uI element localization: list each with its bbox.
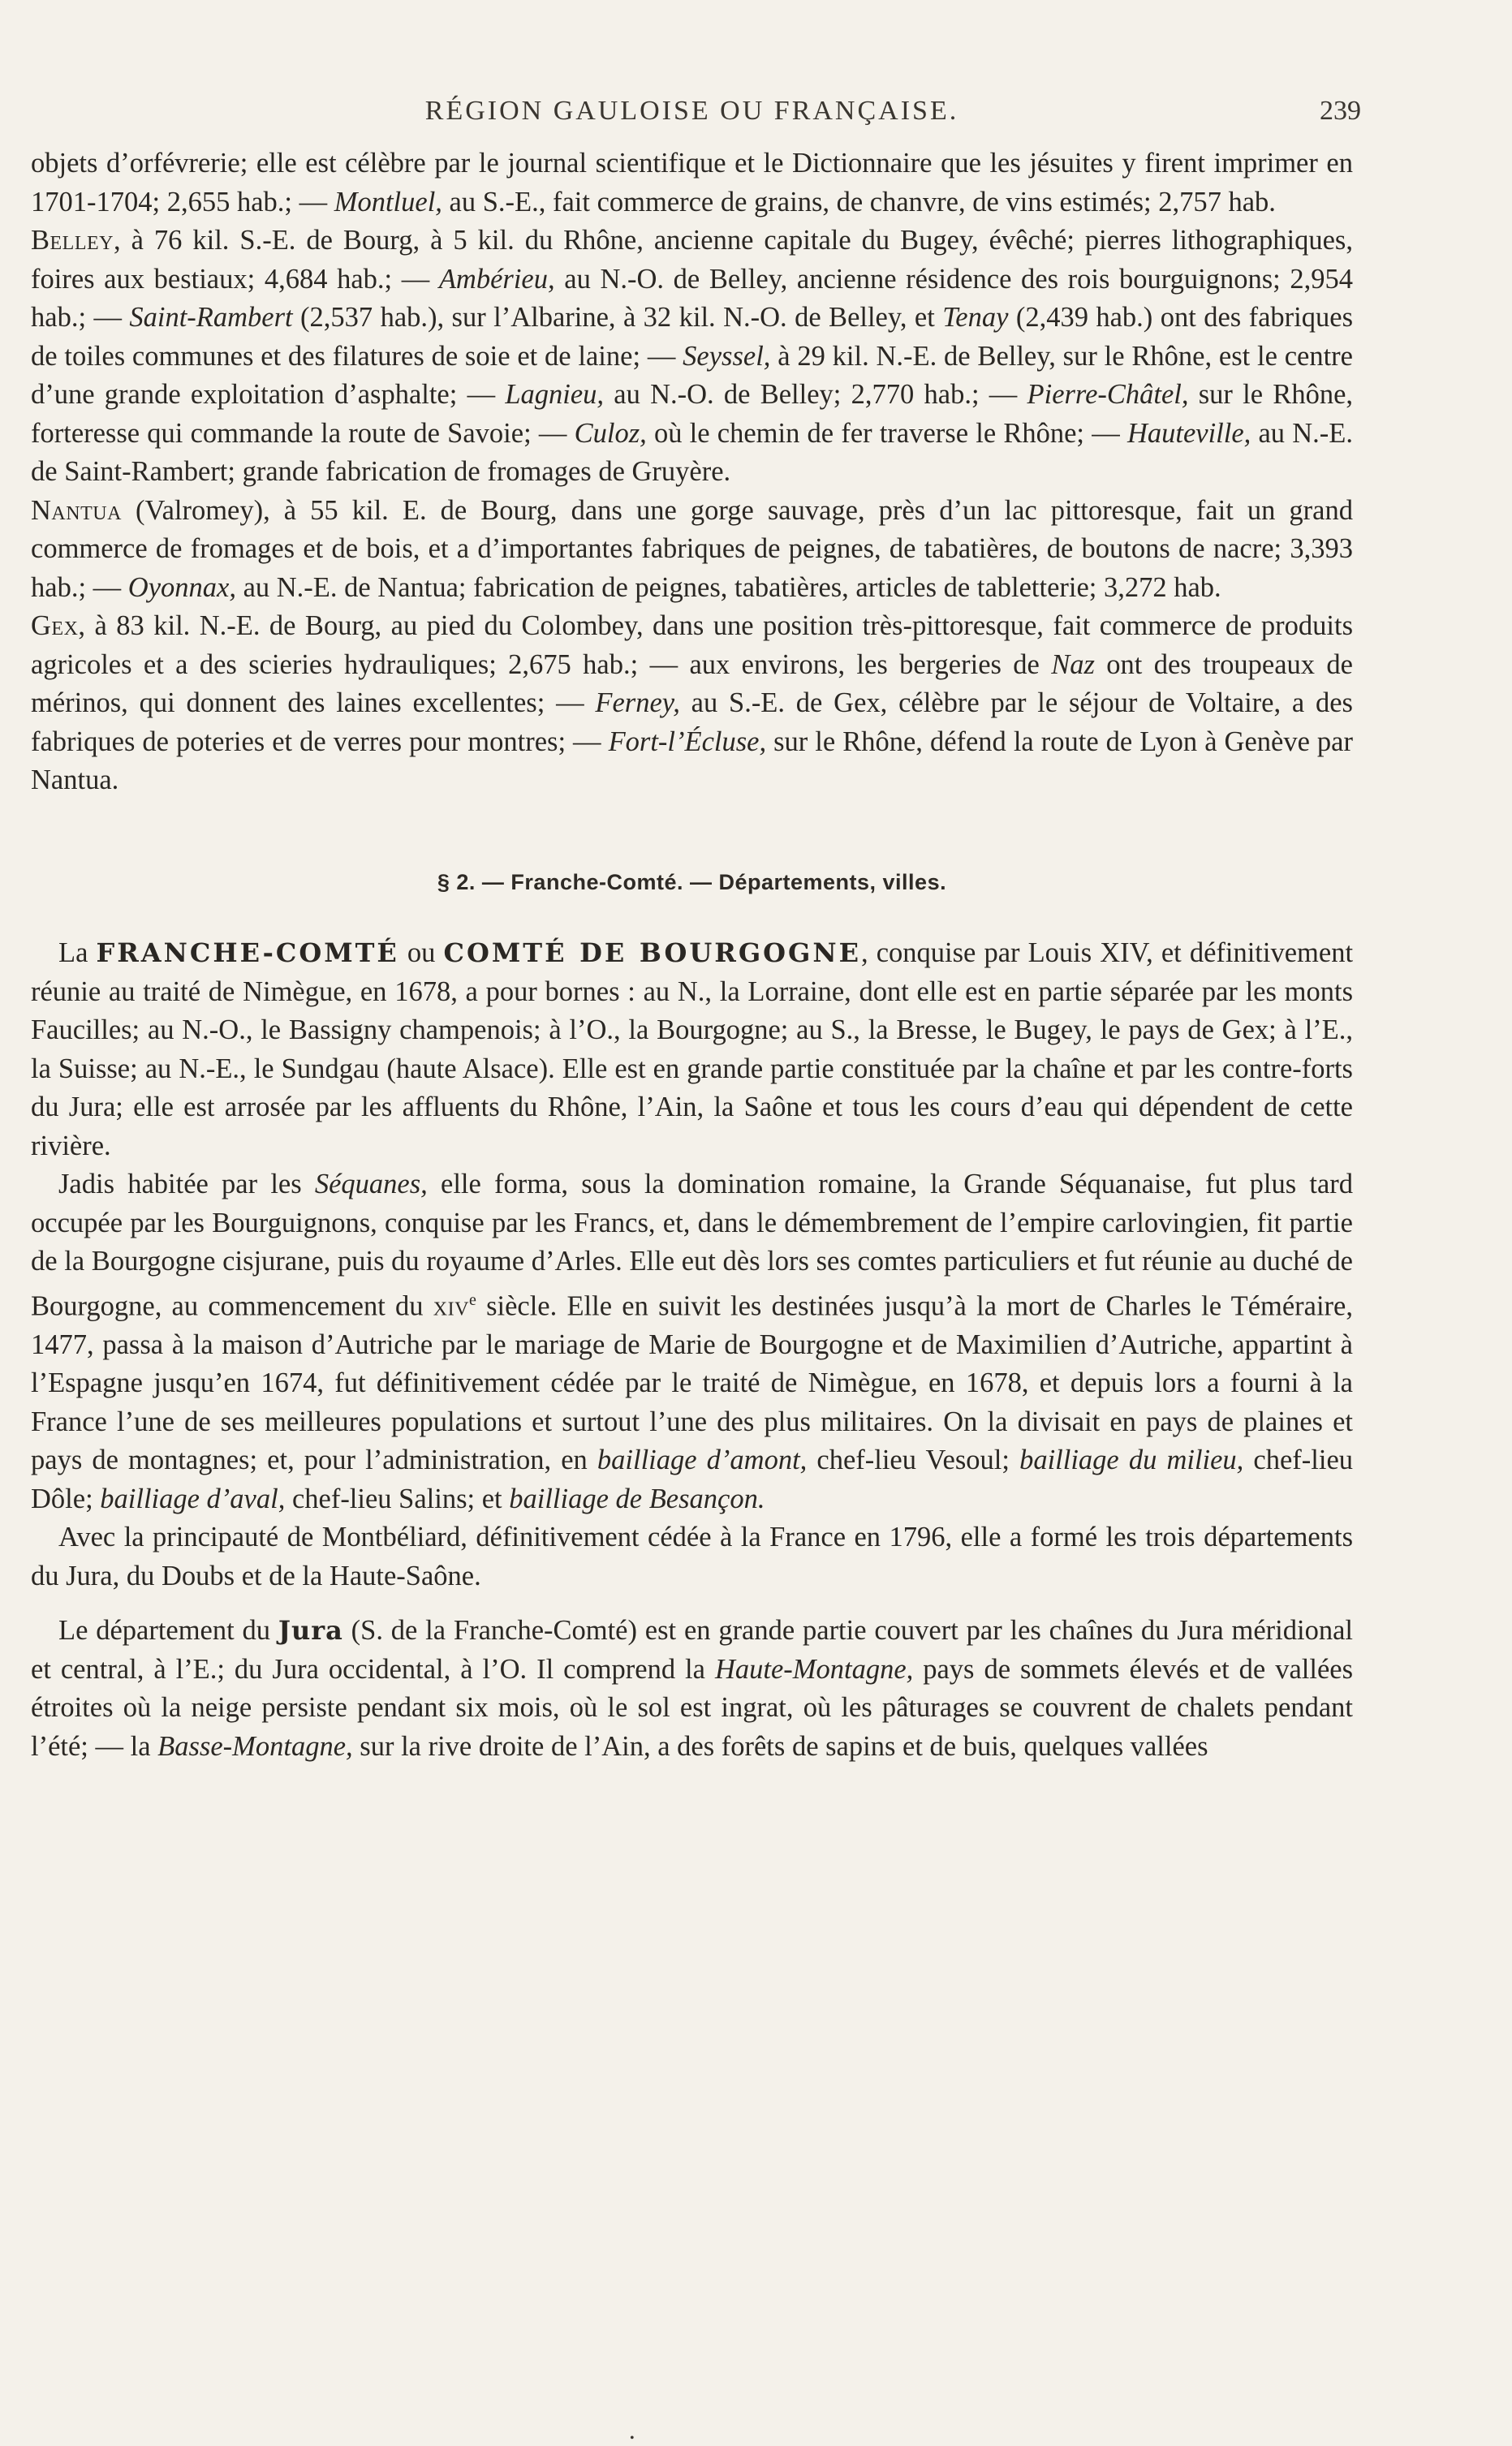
place-oyonnax: Oyonnax,	[127, 571, 236, 603]
text: siècle. Elle en suivit les destinées jusqu’à la mort de Charles le Téméraire, 1477, passa à la maison d’Autriche par le mariage de Marie de Bourgogne et de Maximilien d’Autriche, appartint à l’Espagne jusqu’en 1674, fut définitivement cédée par le traité de Nimègue, en 1678, et depuis lors a fourni à la France l’une de ses meilleures populations et surtout l’une des plus militaires. On la divisait en pays de plaines et pays de montagnes; et, pour l’administration, en	[31, 1290, 1353, 1475]
place-pierre-chatel: Pierre-Châtel,	[1027, 379, 1189, 410]
place-montluel: Montluel,	[334, 186, 442, 217]
text: (S. de la Franche-Comté) est en grande partie couvert par les chaînes du Jura méridional et central, à l’E.; du Jura occidental, à l’O. Il comprend la	[31, 1615, 1353, 1685]
place-gex: Gex	[31, 610, 79, 641]
title-comte-de-bourgogne: COMTÉ DE BOURGOGNE	[443, 937, 862, 968]
running-title: RÉGION GAULOISE OU FRANÇAISE.	[424, 96, 959, 126]
text: sur le Rhône, défend la route de Lyon à Genève par Nantua.	[31, 726, 1353, 795]
text: Jadis habitée par les	[58, 1169, 315, 1199]
term-bailliage-aval: bailliage d’aval,	[100, 1483, 286, 1514]
place-tenay: Tenay	[942, 302, 1009, 333]
text: elle forma, sous la domination romaine, la Grande Séquanaise, fut plus tard occupée par les Bourguignons, conquise par les Francs, et, dans le démembrement de l’empire carlovingien, fit partie de la Bourgogne cisjurane, puis du royaume d’Arles. Elle eut dès lors ses comtes particuliers et fut réunie au duché de Bourgogne, au commencement du	[31, 1169, 1353, 1321]
text: (Valromey), à 55 kil. E. de Bourg, dans une gorge sauvage, près d’un lac pittoresque, fait un grand commerce de fromages et de bois, et a d’importantes fabriques de peignes, de tabatières, de boutons de nacre; 3,393 hab.; —	[31, 494, 1353, 603]
paragraph-gex	[31, 607, 1353, 800]
running-head	[31, 96, 1361, 144]
paragraph-jura	[31, 1612, 1353, 1766]
text: ont des troupeaux de mérinos, qui donnent des laines excellentes; —	[31, 648, 1353, 718]
title-jura: Jura	[278, 1615, 343, 1646]
paragraph-history	[31, 1165, 1353, 1518]
text: objets d’orfévrerie; elle est célèbre par le journal scientifique et le Dictionnaire que les jésuites y firent imprimer en 1701-1704; 2,655 hab.; —	[31, 148, 1353, 217]
term-bailliage-amont: bailliage d’amont,	[597, 1445, 808, 1475]
text: chef-lieu Dôle;	[31, 1445, 1354, 1514]
place-ferney: Ferney,	[595, 687, 680, 718]
term-basse-montagne: Basse-Montagne,	[157, 1730, 353, 1762]
century-suffix: e	[468, 1290, 476, 1309]
print-mark-icon: •	[630, 2431, 635, 2445]
text: où le chemin de fer traverse le Rhône; —	[646, 417, 1127, 449]
text: chef-lieu Salins; et	[285, 1483, 510, 1514]
text: à 29 kil. N.-E. de Belley, sur le Rhône, est le centre d’une grande exploitation d’asphalte; —	[31, 340, 1353, 410]
term-haute-montagne: Haute-Montagne,	[714, 1653, 914, 1685]
place-amberieu: Ambérieu,	[438, 263, 555, 295]
paragraph-bourg-continued	[31, 144, 1353, 222]
text: , à 76 kil. S.-E. de Bourg, à 5 kil. du Rhône, ancienne capitale du Bugey, évêché; pierres lithographiques, foires aux bestiaux; 4,684 hab.; —	[31, 225, 1353, 295]
text: au S.-E. de Gex, célèbre par le séjour de Voltaire, a des fabriques de poteries et de verres pour montres; —	[31, 687, 1353, 757]
place-belley: Belley	[31, 225, 114, 256]
body-text	[31, 144, 1353, 1766]
text: au N.-E. de Saint-Rambert; grande fabrication de fromages de Gruyère.	[31, 417, 1353, 487]
place-saint-rambert: Saint-Rambert	[129, 302, 293, 333]
text: au N.-O. de Belley; 2,770 hab.; —	[604, 379, 1027, 410]
term-bailliage-besancon: bailliage de Besançon.	[509, 1483, 765, 1514]
place-hauteville: Hauteville,	[1126, 417, 1251, 449]
place-culoz: Culoz,	[574, 417, 647, 449]
text: chef-lieu Vesoul;	[807, 1445, 1020, 1475]
text: sur la rive droite de l’Ain, a des forêts de sapins et de buis, quelques vallées	[352, 1730, 1208, 1762]
text: (2,537 hab.), sur l’Albarine, à 32 kil. N.-O. de Belley, et	[292, 302, 943, 333]
place-fort-lecluse: Fort-l’Écluse,	[608, 726, 767, 757]
text: , conquise par Louis XIV, et définitivement réunie au traité de Nimègue, en 1678, a pour bornes : au N., la Lorraine, dont elle est en partie séparée par les monts Faucilles; au N.-O., le Bassigny champenois; à l’O., la Bourgogne; au S., la Bresse, le Bugey, le pays de Gex; à l’E., la Suisse; au N.-E., le Sundgau (haute Alsace). Elle est en grande partie constituée par la chaîne et par les contre-forts du Jura; elle est arrosée par les affluents du Rhône, l’Ain, la Saône et tous les cours d’eau qui dépendent de cette rivière.	[31, 937, 1354, 1161]
paragraph-franche-comte	[31, 934, 1353, 1165]
paragraph-belley	[31, 222, 1353, 492]
text: sur le Rhône, forteresse qui commande la route de Savoie; —	[31, 379, 1354, 449]
place-nantua: Nantua	[31, 494, 122, 526]
place-lagnieu: Lagnieu,	[505, 379, 605, 410]
term-bailliage-milieu: bailliage du milieu,	[1019, 1445, 1244, 1475]
text: Avec la principauté de Montbéliard, définitivement cédée à la France en 1796, elle a formé les trois départements du Jura, du Doubs et de la Haute-Saône.	[31, 1522, 1353, 1591]
page-number: 239	[1320, 96, 1361, 126]
text: ou	[398, 937, 444, 968]
paragraph-nantua	[31, 492, 1353, 608]
text: au S.-E., fait commerce de grains, de chanvre, de vins estimés; 2,757 hab.	[442, 186, 1276, 217]
text: au N.-O. de Belley, ancienne résidence des rois bourguignons; 2,954 hab.; —	[31, 263, 1353, 333]
section-heading: § 2. — Franche-Comté. — Départements, villes.	[437, 869, 947, 894]
text: pays de sommets élevés et de vallées étroites où la neige persiste pendant six mois, où le sol est ingrat, où les pâturages se couvrent de chalets pendant l’été; — la	[31, 1653, 1353, 1762]
place-naz: Naz	[1051, 648, 1095, 680]
title-franche-comte: FRANCHE-COMTÉ	[96, 937, 399, 968]
term-sequanes: Séquanes,	[314, 1169, 428, 1199]
text: La	[58, 937, 97, 968]
text: Le département du	[58, 1615, 278, 1646]
text: , à 83 kil. N.-E. de Bourg, au pied du Colombey, dans une position très-pittoresque, fait commerce de produits agricoles et a des scieries hydrauliques; 2,675 hab.; — aux environs, les bergeries de	[31, 610, 1353, 680]
place-seyssel: Seyssel,	[683, 340, 771, 372]
paragraph-montbeliard	[31, 1518, 1353, 1595]
century-numeral: xiv	[433, 1290, 469, 1321]
text: (2,439 hab.) ont des fabriques de toiles communes et des filatures de soie et de laine; —	[31, 302, 1353, 372]
text: au N.-E. de Nantua; fabrication de peignes, tabatières, articles de tabletterie; 3,272 hab.	[235, 571, 1221, 603]
